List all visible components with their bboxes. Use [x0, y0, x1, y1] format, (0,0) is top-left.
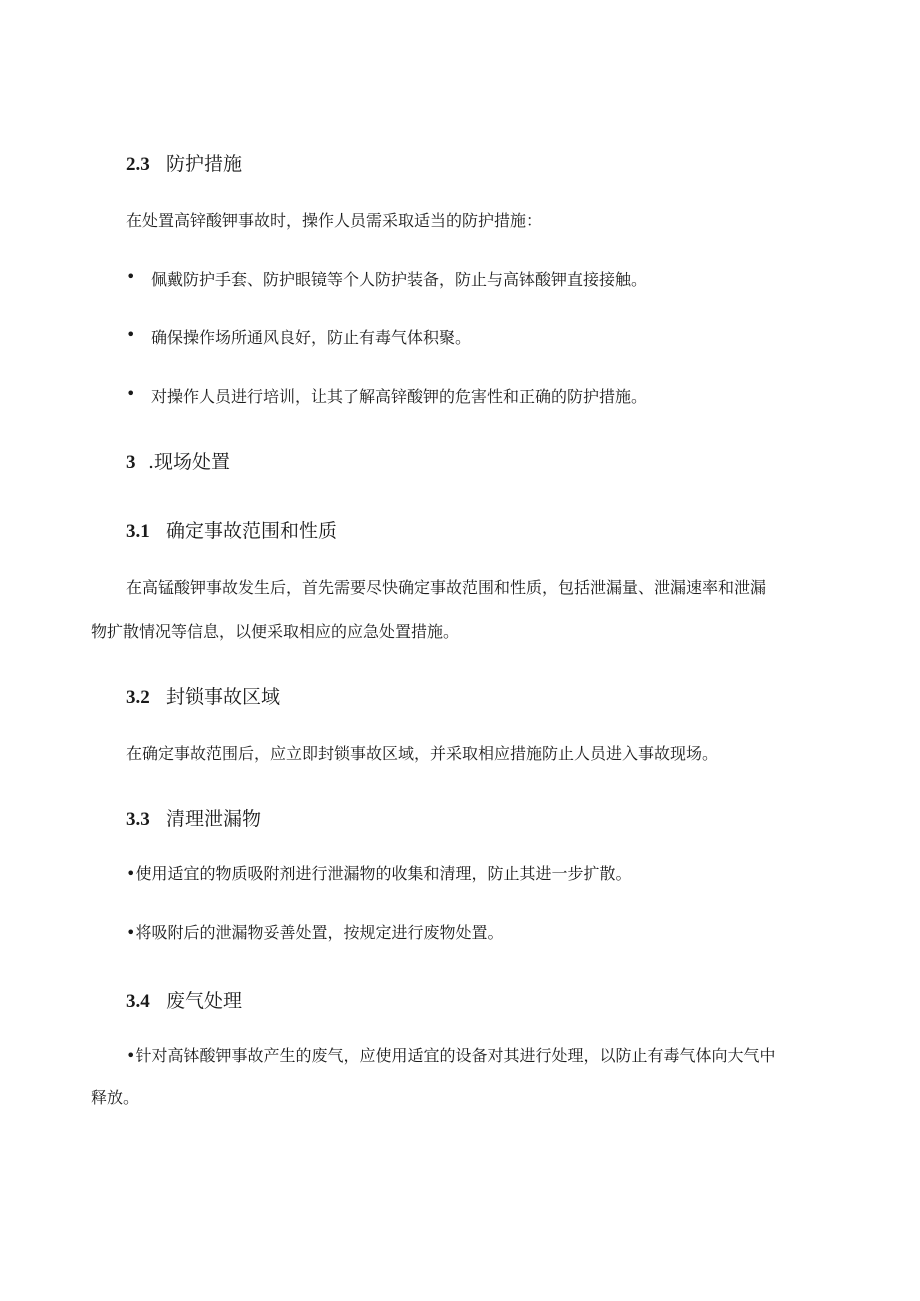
- heading-title: 确定事故范围和性质: [166, 520, 338, 542]
- paragraph-line: 物扩散情况等信息，以便采取相应的应急处置措施。: [91, 622, 460, 641]
- heading-number: 2.3: [126, 154, 150, 175]
- heading-3-4: [126, 986, 242, 1013]
- heading-3: [126, 447, 230, 474]
- heading-number: 3: [126, 452, 136, 473]
- heading-number: 3.3: [126, 809, 150, 830]
- heading-3-1: [126, 516, 337, 543]
- bullet-symbol: •: [126, 384, 136, 403]
- heading-title: .现场处置: [148, 451, 231, 473]
- heading-title: 封锁事故区域: [166, 686, 281, 708]
- heading-title: 防护措施: [166, 153, 243, 175]
- list-item: •使用适宜的物质吸附剂进行泄漏物的收集和清理，防止其进一步扩散。: [126, 864, 632, 883]
- paragraph-line: 在确定事故范围后，应立即封锁事故区域，并采取相应措施防止人员进入事故现场。: [126, 744, 719, 763]
- paragraph-line: 在高锰酸钾事故发生后，首先需要尽快确定事故范围和性质，包括泄漏量、泄漏速率和泄漏: [126, 578, 767, 597]
- bullet-symbol: •: [126, 325, 136, 344]
- paragraph-line: •针对高钵酸钾事故产生的废气，应使用适宜的设备对其进行处理，以防止有毒气体向大气中: [126, 1046, 776, 1065]
- heading-number: 3.2: [126, 687, 150, 708]
- heading-title: 废气处理: [166, 990, 243, 1012]
- list-item: •将吸附后的泄漏物妥善处置，按规定进行废物处置。: [126, 923, 504, 942]
- list-item: 佩戴防护手套、防护眼镜等个人防护装备，防止与高钵酸钾直接接触。: [151, 270, 648, 289]
- list-item: 对操作人员进行培训，让其了解高锌酸钾的危害性和正确的防护措施。: [151, 387, 648, 406]
- paragraph-line: 释放。: [91, 1088, 140, 1107]
- heading-3-2: [126, 682, 280, 709]
- list-item: 确保操作场所通风良好，防止有毒气体积聚。: [151, 328, 472, 347]
- heading-number: 3.4: [126, 991, 150, 1012]
- heading-number: 3.1: [126, 521, 150, 542]
- bullet-symbol: •: [126, 267, 136, 286]
- heading-3-3: [126, 804, 261, 831]
- heading-2-3: [126, 149, 242, 176]
- heading-title: 清理泄漏物: [166, 808, 262, 830]
- paragraph-intro-2-3: 在处置高锌酸钾事故时，操作人员需采取适当的防护措施：: [126, 211, 543, 230]
